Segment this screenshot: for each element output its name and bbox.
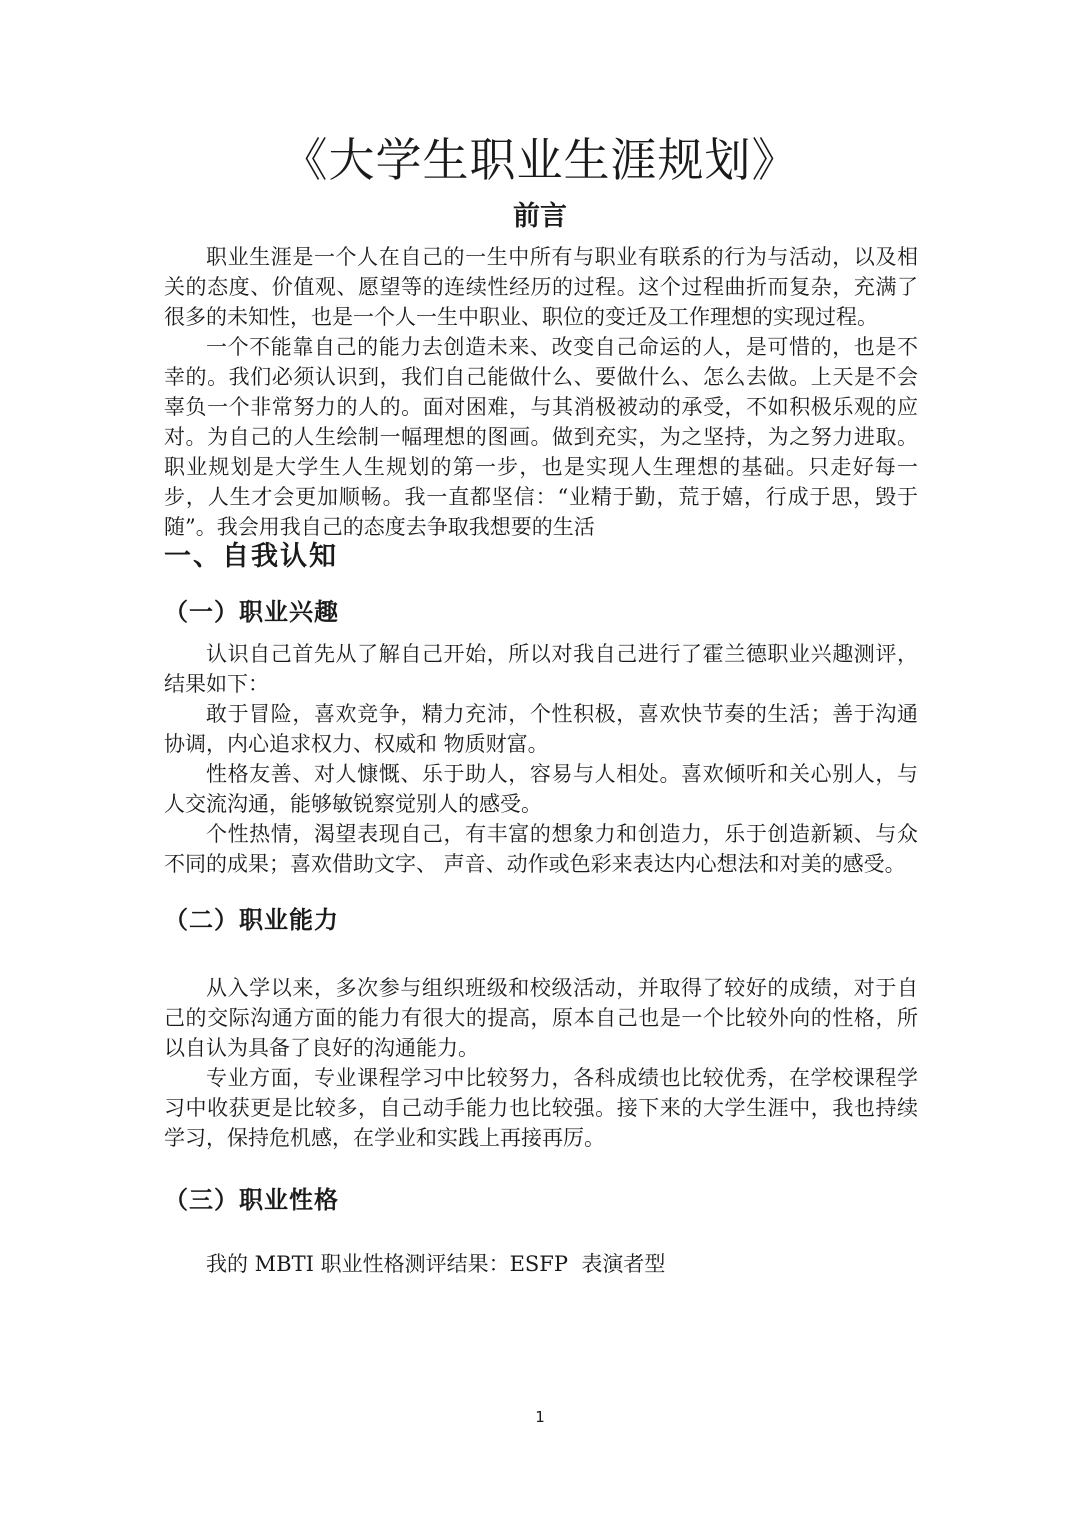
preface-paragraph: 职业生涯是一个人在自己的一生中所有与职业有联系的行为与活动，以及相关的态度、价值观、愿望等的连续性经历的过程。这个过程曲折而复杂，充满了很多的未知性，也是一个人一生中职业、职位的变迁及工作理想的实现过程。 — [164, 245, 918, 329]
ability-section — [164, 973, 918, 1153]
ability-paragraph: 专业方面，专业课程学习中比较努力，各科成绩也比较优秀，在学校课程学习中收获更是比较多，自己动手能力也比较强。接下来的大学生涯中，我也持续学习，保持危机感，在学业和实践上再接再厉。 — [164, 1066, 918, 1150]
subsection-heading-interest: （一）职业兴趣 — [164, 597, 339, 626]
preface-heading: 前言 — [513, 201, 567, 232]
subsection-heading-personality: （三）职业性格 — [164, 1185, 339, 1214]
document-title: 《大学生职业生涯规划》 — [281, 133, 799, 187]
interest-paragraph: 个性热情，渴望表现自己，有丰富的想象力和创造力，乐于创造新颖、与众不同的成果；喜欢借助文字、 声音、动作或色彩来表达内心想法和对美的感受。 — [164, 822, 918, 876]
personality-section — [164, 1249, 918, 1279]
subsection-heading-ability: （二）职业能力 — [164, 905, 339, 934]
interest-paragraph: 性格友善、对人慷慨、乐于助人，容易与人相处。喜欢倾听和关心别人，与人交流沟通，能够敏锐察觉别人的感受。 — [164, 762, 918, 816]
section-heading-self-awareness: 一、自我认知 — [164, 541, 338, 572]
preface-section — [164, 242, 918, 542]
ability-paragraph: 从入学以来，多次参与组织班级和校级活动，并取得了较好的成绩，对于自己的交际沟通方面的能力有很大的提高，原本自己也是一个比较外向的性格，所以自认为具备了良好的沟通能力。 — [164, 976, 918, 1060]
interest-paragraph: 敢于冒险，喜欢竞争，精力充沛，个性积极，喜欢快节奏的生活；善于沟通协调，内心追求权力、权威和 物质财富。 — [164, 702, 918, 756]
preface-paragraph: 一个不能靠自己的能力去创造未来、改变自己命运的人，是可惜的，也是不幸的。我们必须认识到，我们自己能做什么、要做什么、怎么去做。上天是不会辜负一个非常努力的人的。面对困难，与其消极被动的承受，不如积极乐观的应对。为自己的人生绘制一幅理想的图画。做到充实，为之坚持，为之努力进取。职业规划是大学生人生规划的第一步，也是实现人生理想的基础。只走好每一步，人生才会更加顺畅。我一直都坚信：“业精于勤，荒于嬉，行成于思，毁于随”。我会用我自己的态度去争取我想要的生活 — [164, 335, 918, 539]
page-number: 1 — [535, 1408, 545, 1426]
personality-paragraph: 我的 MBTI 职业性格测评结果：ESFP 表演者型 — [206, 1252, 666, 1276]
interest-paragraph: 认识自己首先从了解自己开始，所以对我自己进行了霍兰德职业兴趣测评，结果如下： — [164, 642, 918, 696]
interest-section — [164, 639, 918, 879]
